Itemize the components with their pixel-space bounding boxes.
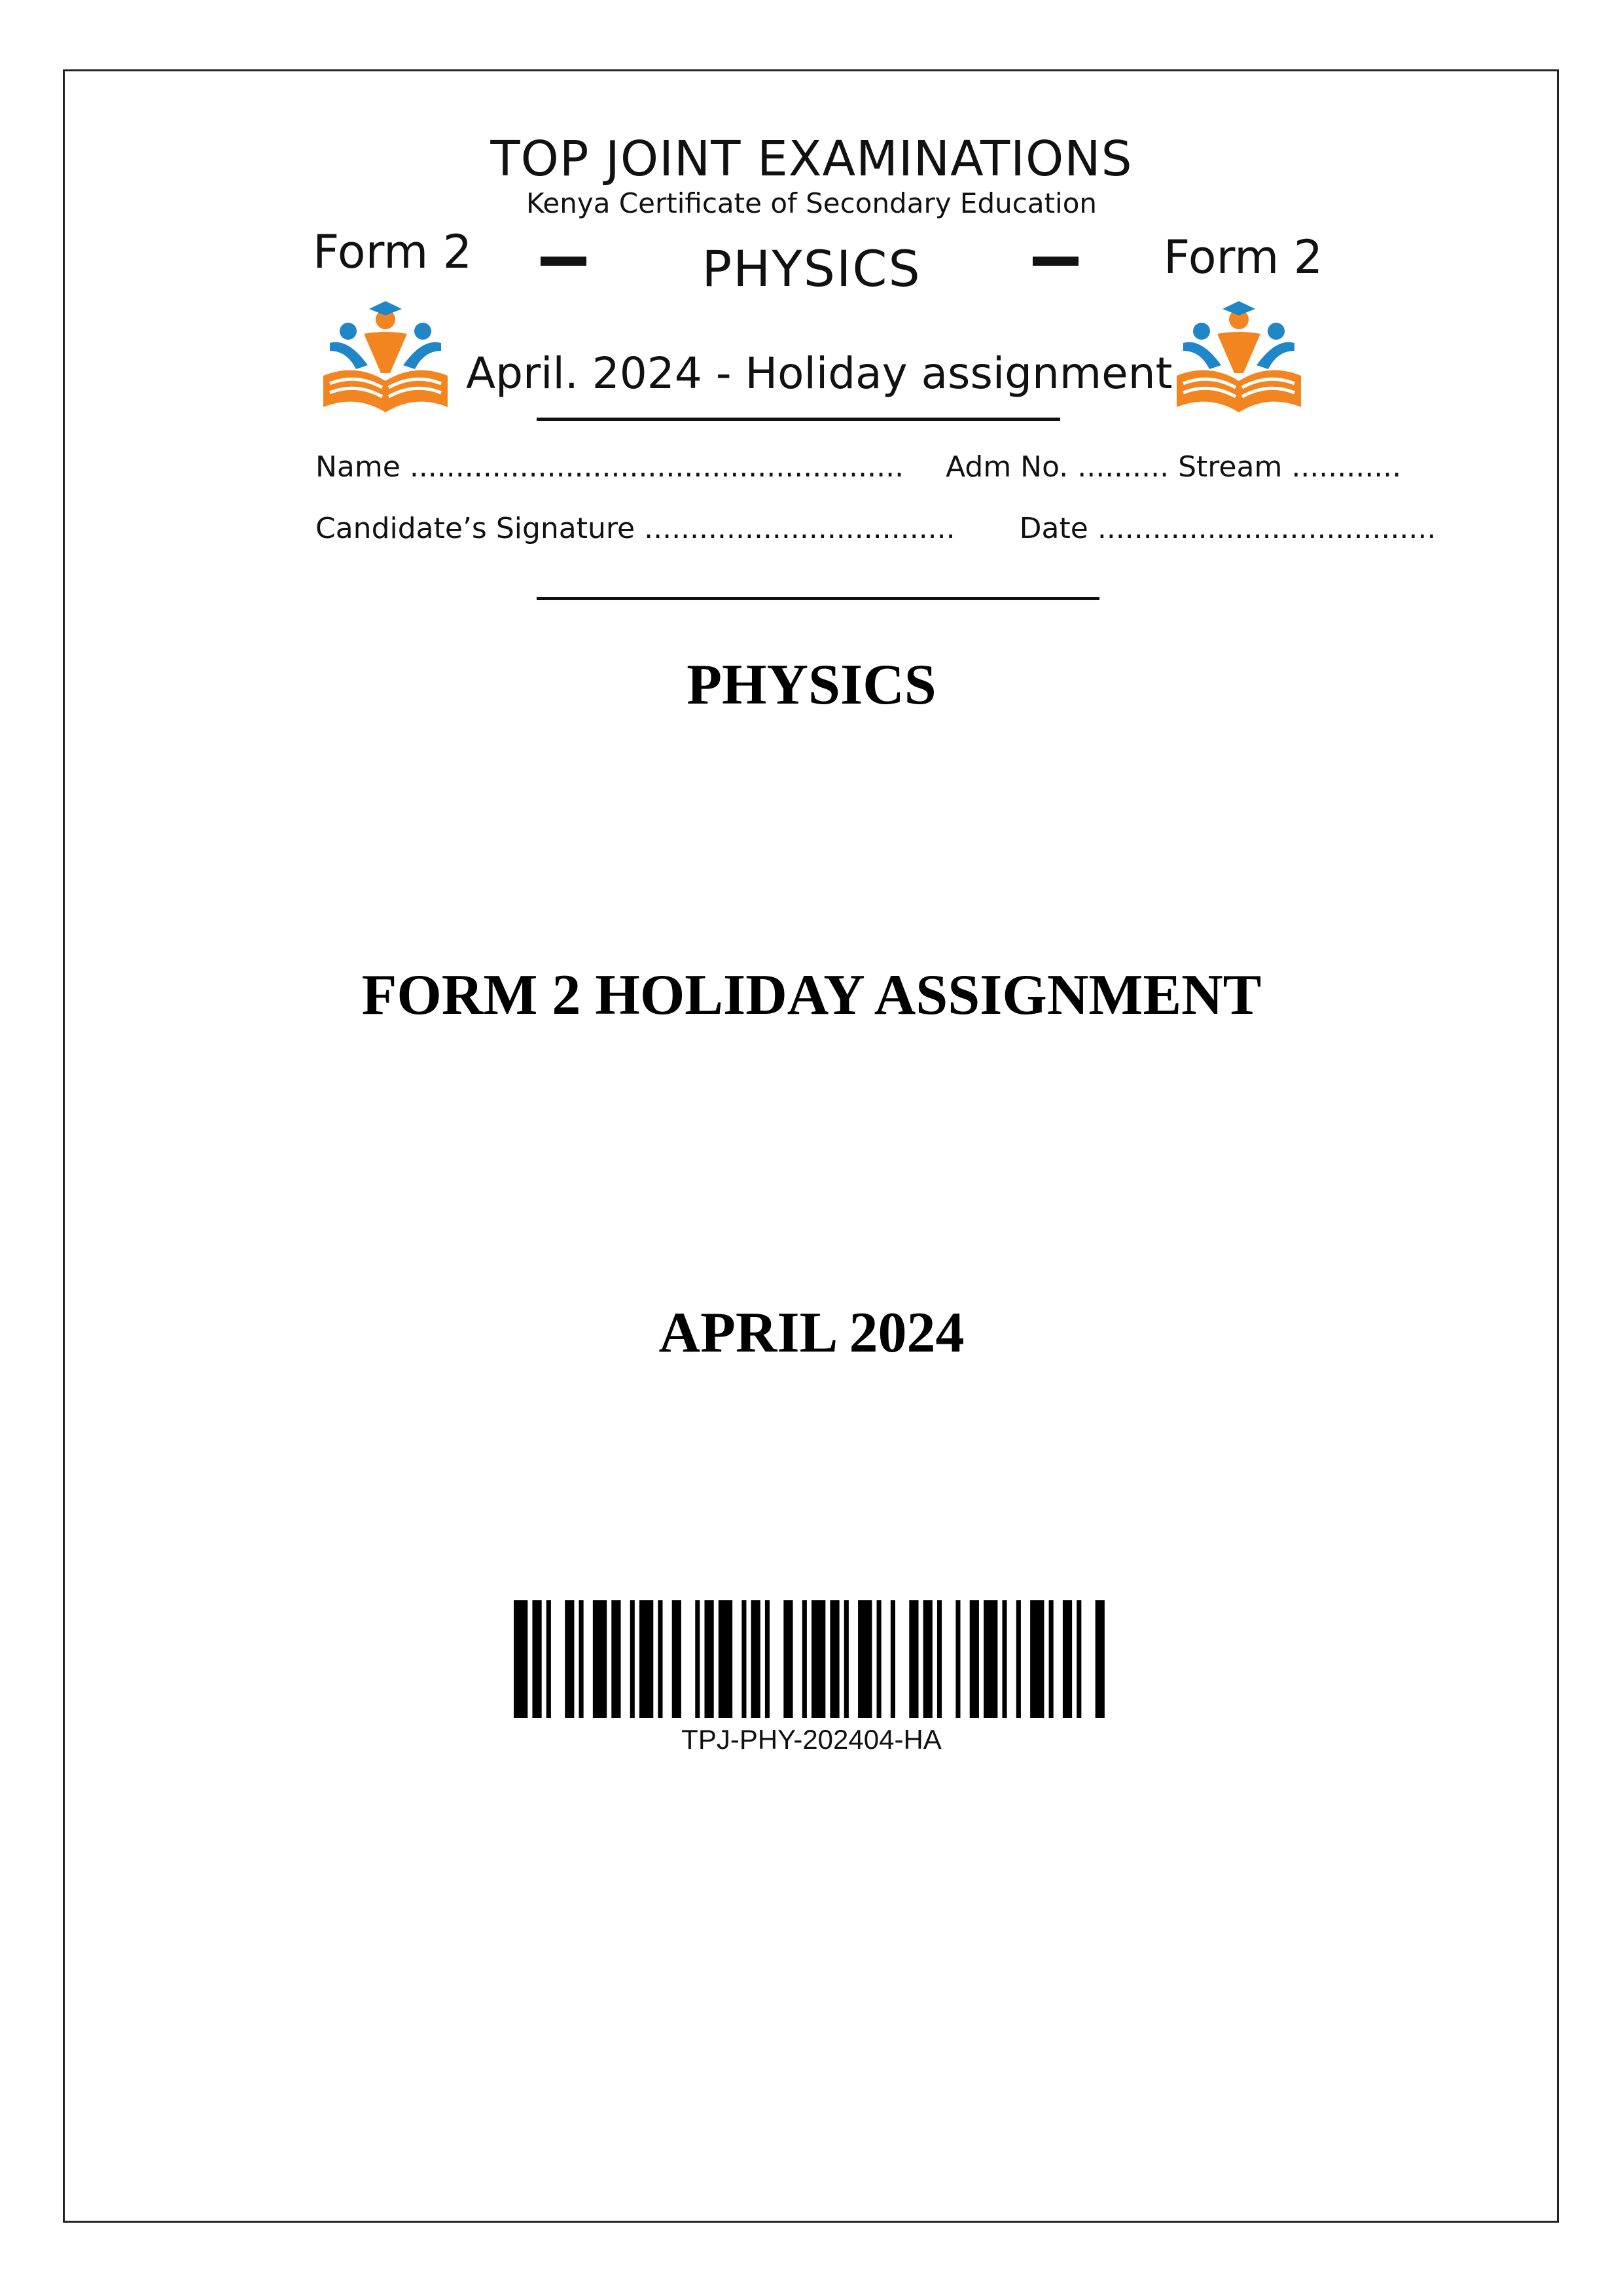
form-label-right: Form 2 bbox=[1164, 230, 1323, 284]
barcode-bar bbox=[909, 1600, 918, 1718]
barcode-bar bbox=[704, 1600, 713, 1718]
dash-right bbox=[1033, 257, 1079, 266]
barcode-bar bbox=[955, 1600, 960, 1718]
barcode-bar bbox=[1096, 1600, 1105, 1718]
assignment-title: FORM 2 HOLIDAY ASSIGNMENT bbox=[361, 963, 1262, 1027]
adm-no-label: Adm No. bbox=[946, 450, 1069, 484]
signature-field[interactable]: .................................. bbox=[644, 512, 955, 545]
barcode-bar bbox=[858, 1600, 872, 1718]
barcode-bar bbox=[672, 1600, 681, 1718]
barcode-bar bbox=[802, 1600, 807, 1718]
form-label-left: Form 2 bbox=[313, 225, 473, 279]
candidate-row-2 bbox=[315, 512, 1436, 545]
barcode-bar bbox=[630, 1600, 635, 1718]
barcode-bar bbox=[593, 1600, 607, 1718]
barcode-bar bbox=[1030, 1600, 1044, 1718]
barcode-bar bbox=[891, 1600, 895, 1718]
barcode-bar bbox=[1077, 1600, 1081, 1718]
barcode-bar bbox=[877, 1600, 882, 1718]
barcode-bar bbox=[970, 1600, 979, 1718]
barcode-bar bbox=[1016, 1600, 1021, 1718]
barcode-bar bbox=[1063, 1600, 1072, 1718]
barcode-bar bbox=[783, 1600, 793, 1718]
barcode-bar bbox=[741, 1600, 746, 1718]
barcode-bar bbox=[546, 1600, 551, 1718]
organization-title: TOP JOINT EXAMINATIONS bbox=[490, 131, 1133, 187]
education-logo-icon bbox=[1170, 297, 1308, 415]
education-logo-icon bbox=[317, 297, 454, 415]
barcode-bar bbox=[695, 1600, 700, 1718]
barcode-bar bbox=[658, 1600, 662, 1718]
name-field[interactable]: ...................................................... bbox=[409, 450, 904, 484]
main-subject: PHYSICS bbox=[687, 653, 936, 717]
name-label: Name bbox=[315, 450, 401, 484]
barcode-bar bbox=[565, 1600, 574, 1718]
barcode-bar bbox=[1049, 1600, 1054, 1718]
stream-field[interactable]: ............ bbox=[1291, 450, 1402, 484]
signature-label: Candidate’s Signature bbox=[315, 512, 635, 545]
barcode-bar bbox=[937, 1600, 942, 1718]
barcode-bar bbox=[611, 1600, 620, 1718]
barcode-bar bbox=[1002, 1600, 1007, 1718]
exam-date: APRIL 2024 bbox=[658, 1301, 965, 1365]
barcode-bar bbox=[751, 1600, 760, 1718]
barcode-bar bbox=[984, 1600, 997, 1718]
date-field[interactable]: ..................................... bbox=[1097, 512, 1436, 545]
header-rule bbox=[537, 418, 1060, 421]
candidate-row-1 bbox=[315, 450, 1401, 484]
adm-no-field[interactable]: .......... bbox=[1077, 450, 1169, 484]
stream-label: Stream bbox=[1178, 450, 1283, 484]
barcode-bar bbox=[719, 1600, 732, 1718]
barcode-image bbox=[514, 1600, 1109, 1718]
barcode-bar bbox=[765, 1600, 770, 1718]
date-label: Date bbox=[1019, 512, 1088, 545]
barcode-bar bbox=[639, 1600, 653, 1718]
barcode-bar bbox=[923, 1600, 933, 1718]
header-subject: PHYSICS bbox=[702, 240, 921, 298]
barcode-code: TPJ-PHY-202404-HA bbox=[681, 1724, 942, 1755]
barcode-bar bbox=[514, 1600, 527, 1718]
certificate-subtitle: Kenya Certificate of Secondary Education bbox=[526, 187, 1097, 219]
barcode-bar bbox=[830, 1600, 839, 1718]
barcode-bar bbox=[579, 1600, 584, 1718]
session-title: April. 2024 - Holiday assignment bbox=[466, 348, 1173, 399]
barcode-bar bbox=[532, 1600, 541, 1718]
barcode-bar bbox=[844, 1600, 849, 1718]
fields-rule bbox=[537, 597, 1099, 600]
barcode-bar bbox=[812, 1600, 825, 1718]
